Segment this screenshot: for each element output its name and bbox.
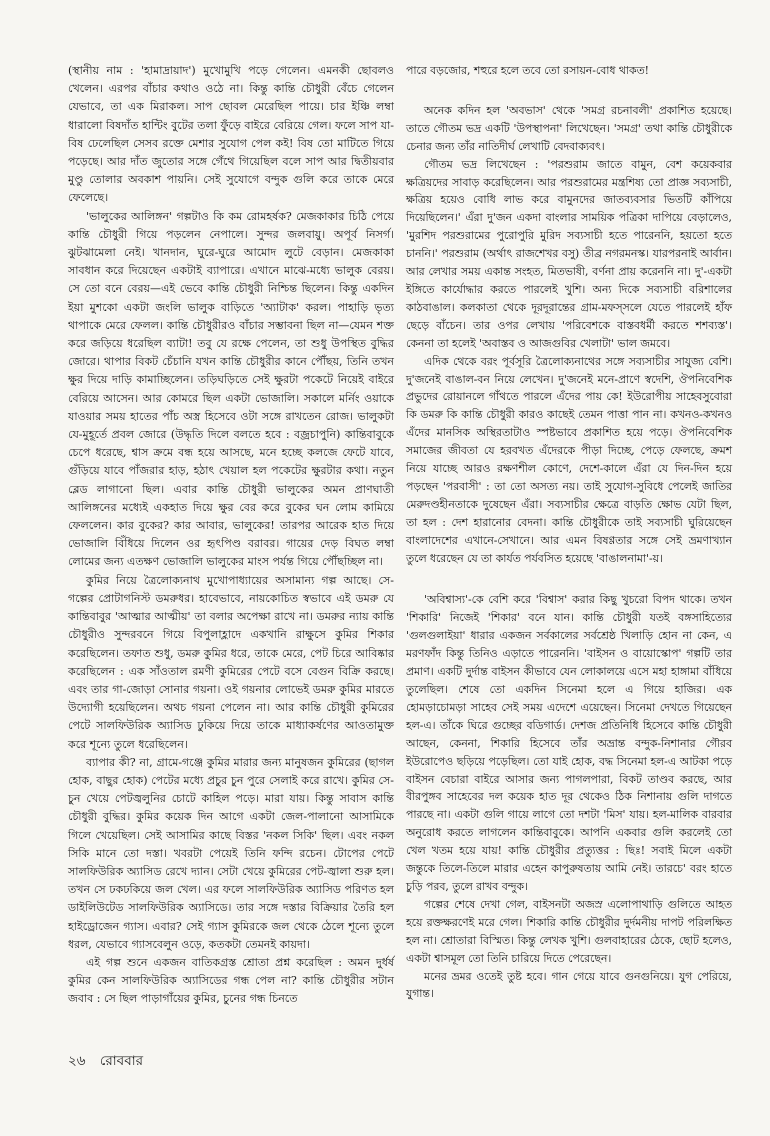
paragraph-right-6: গল্পের শেষে দেখা গেল, বাইসনটা অজস্র এলোপাথাড়ি গুলিতে আহত হয়ে রক্তক্ষরণেই মরে গেল। শিকারি কান্তি চৌধুরীর দুর্দমনীয় দাপট পরিলক্ষিত হল না। শ্রোতারা বিস্মিত। কিন্তু লেখক খুশি। গুলবাহারের ঠেকে, ছোট হলেও, একটা শ্বাসমূল তো তিনি চারিয়ে দিতে পেরেছেন। bbox=[406, 897, 732, 965]
paragraph-left-4: ব্যাপার কী? না, গ্রামে-গঞ্জে কুমির মারার জন্য মানুষজন কুমিরের (ছাগল হোক, বাছুর হোক) পেটের মধ্যে প্রচুর চুন পুরে সেলাই করে রাখে। কুমির সে-চুন খেয়ে পেটজ্বলুনির চোটে কাহিল পড়ে। মারা যায়। কিন্তু সাবাস কান্তি চৌধুরী বুদ্ধির। কুমির কয়েক দিন আগে একটা জেল-পালানো আসামিকে গিলে খেয়েছিল। সেই আসামির কাছে বিস্তর 'নকল সিকি' ছিল। এবং নকল সিকি মানে তো দস্তা। খবরটা পেয়েই তিনি ফন্দি রচেন। টোপের পেটে সালফিউরিক অ্যাসিড রেখে দ্যান। সেটা খেয়ে কুমিরের পেট-জ্বালা শুরু হল। তখন সে ঢকঢকিয়ে জল খেল। এর ফলে সালফিউরিক অ্যাসিড পরিণত হল ডাইলিউটেড সালফিউরিক অ্যাসিডে। তার সঙ্গে দস্তার বিক্রিয়ার তৈরি হল হাইড্রোজেন গ্যাস। এবার? সেই গ্যাস কুমিরকে জল থেকে ঠেলে শূন্যে তুলে ধরল, যেভাবে গ্যাসবেলুন ওড়ে, কতকটা তেমনই কায়দা। bbox=[68, 755, 394, 951]
page-footer bbox=[68, 1050, 153, 1073]
left-column bbox=[68, 62, 394, 1009]
paragraph-right-7: মনের ভ্রমর ওতেই তুষ্ট হবে। গান গেয়ে যাবে গুনগুনিয়ে। যুগ পেরিয়ে, যুগান্ত। bbox=[406, 969, 732, 1001]
paragraph-left-1: (স্থানীয় নাম : 'হামাদ্রায়াদ') মুখোমুখি পড়ে গেলেন। এমনকী ছোবলও খেলেন। এরপর বাঁচার কথাও ওঠে না। কিন্তু কান্তি চৌধুরী বেঁচে গেলেন যেভাবে, তা এক মিরাকল। সাপ ছোবল মেরেছিল পায়ে। চার ইঞ্চি লম্বা ধারালো বিষদাঁত হান্টিং বুটের তলা ফুঁড়ে বাইরে বেরিয়ে গেল। ফলে সাপ যা-বিষ ঢেলেছিল সেসব রক্তে মেশার সুযোগ পেল কই! বিষ তো মাটিতে গিয়ে পড়েছে। আর দাঁত জুতোর সঙ্গে গেঁথে গিয়েছিল বলে সাপ আর দ্বিতীয়বার মুণ্ডু তোলার অবকাশ পায়নি। সেই সুযোগে বন্দুক গুলি করে তাকে মেরে ফেলেছে। bbox=[68, 64, 394, 205]
paragraph-right-1: পারে বড়জোর, শহুরে হলে তবে তো রসায়ন-বোধ থাকত! bbox=[406, 64, 649, 77]
page-number: ২৬ bbox=[68, 1053, 86, 1069]
paragraph-right-5: 'অবিশ্বাস্য'-কে বেশি করে 'বিশ্বাস' করার কিছু খুচরো বিপদ থাকে। তখন 'শিকারি' নিজেই 'শিকার' বনে যান। কান্তি চৌধুরী যতই বঙ্গসাহিত্যের 'গুলগুলাইয়া' ধারার একজন সর্বকালের সর্বশ্রেষ্ঠ খিলাড়ি হোন না কেন, এ মরণফাঁদ কিন্তু তিনিও এড়াতে পারেননি। 'বাইসন ও বায়োস্কোপ' গল্পটি তার প্রমাণ। একটি দুর্দান্ত বাইসন কীভাবে যেন লোকালয়ে এসে মহা হাঙ্গামা বাঁধিয়ে তুলেছিল। শেষে তো একদিন সিনেমা হলে এ গিয়ে হাজির। এক হোমড়াচোমড়া সাহেব সেই সময় এদেশে এয়েছেন। সিনেমা দেখতে গিয়েছেন হল-এ। তাঁকে ঘিরে গুচ্ছের বডিগার্ড। দেশজ প্রতিনিধি হিসেবে কান্তি চৌধুরী আছেন, কেননা, শিকারি হিসেবে তাঁর অভ্রান্ত বন্দুক-নিশানার গৌরব ইউরোপেও ছড়িয়ে পড়েছিল। তো যাই হোক, বদ্ধ সিনেমা হল-এ আটকা পড়ে বাইসন বেচারা বাইরে আসার জন্য পাগলপারা, বিকট তাণ্ডব করছে, আর বীরপুঙ্গব সাহেবের দল কয়েক হাত দূর থেকেও ঠিক নিশানায় গুলি দাগতে পারছে না। একটা গুলি গায়ে লাগে তো দশটা 'মিস' যায়। হল-মালিক বারবার অনুরোধ করতে লাগলেন কান্তিবাবুকে। আপনি একবার গুলি করলেই তো খেল খতম হয়ে যায়! কান্তি চৌধুরীর প্রত্যুত্তর : ছিঃ! সবাই মিলে একটা জন্তুকে তিলে-তিলে মারার এহেন কাপুরুষতায় আমি নেই। তারচে' বরং হাতে চুড়ি পরব, তুলে রাখব বন্দুক। bbox=[406, 593, 732, 893]
paragraph-right-3: গৌতম ভদ্র লিখেছেন : 'পরশুরাম জাতে বামুন, বেশ কয়েকবার ক্ষত্রিয়দের সাবাড় করেছিলেন। আর পরশুরামের মন্ত্রশিষ্য তো প্রাজ্ঞ সব্যসাচী, ক্ষত্রিয় হয়েও বোধি লাভ করে বামুনদের জাতব্যবসার ভিতটি কাঁপিয়ে দিয়েছিলেন।' এঁরা দু'জন একদা বাংলার সাময়িক পত্রিকা দাপিয়ে বেড়ালেও, 'মুরশিদ পরশুরামের পুরোপুরি মুরিদ সব্যসাচী হতে পারেননি, হয়তো হতে চাননি।' পরশুরাম (অর্থাৎ রাজশেখর বসু) তীব্র নগরমনস্ক। যারপরনাই আর্বান। আর লেখার সময় একান্ত সংহত, মিতভাষী, বর্ণনা প্রায় করেননি না। দু'-একটা ইঙ্গিতে কার্যোদ্ধার করতে পারলেই খুশি। অন্য দিকে সব্যসাচী বরিশালের কাঠবাঙাল। কলকাতা থেকে দূরদূরান্তের গ্রাম-মফস্সলে যেতে পারলেই হাঁফ ছেড়ে বাঁচেন। তার ওপর লেখায় 'পরিবেশকে বাস্তবধর্মী করতে শশব্যস্ত'। কেননা তা হলেই 'অবাস্তব ও আজগুবির খেলাটা' ভাল জমবে। bbox=[406, 157, 732, 350]
magazine-name: রোববার bbox=[99, 1053, 144, 1069]
paragraph-right-4: এদিক থেকে বরং পূর্বসূরি ত্রৈলোক্যনাথের সঙ্গে সব্যসাচীর সাযুজ্য বেশি। দু'জনেই বাঙাল-বন নিয়ে লেখেন। দু'জনেই মনে-প্রাণে স্বদেশি, ঔপনিবেশিক প্রভুদের রোয়ানলে গাঁথতে পারলে এঁদের পায় কে! ইউরোপীয় সাহেবসুবোরা কি ডমরু কি কান্তি চৌধুরী কারও কাছেই তেমন পাত্তা পান না। কখনও-কখনও এঁদের মানসিক অস্থিরতাটাও স্পষ্টভাবে প্রকাশিত হয়ে পড়ে। ঔপনিবেশিক সমাজের জীবতা যে হরবখত এঁদেরকে পীড়া দিচ্ছে, পেড়ে ফেলছে, ক্রমশ নিয়ে যাচ্ছে আরও রক্ষণশীল কোণে, দেশে-কালে এঁরা যে দিন-দিন হয়ে পড়ছেন 'পরবাসী' : তা তো অসত্য নয়। তাই সুযোগ-সুবিধে পেলেই জাতির মেরুদণ্ডহীনতাকে দুষেছেন এঁরা। সব্যসাচীর ক্ষেত্রে বাড়তি ক্ষোভ যেটা ছিল, তা হল : দেশ হারানোর বেদনা। কান্তি চৌধুরীকে তাই সব্যসাচী ঘুরিয়েছেন বাংলাদেশের এখানে-সেখানে। আর এমন বিষণ্ণতার সঙ্গে সেই ভ্রমণাখ্যান তুলে ধরেছেন যে তা কার্যত পর্যবসিত হয়েছে 'বাঙালনামা'-য়। bbox=[406, 354, 732, 565]
paragraph-left-5: এই গল্প শুনে একজন বাতিকগ্রস্ত শ্রোতা প্রশ্ন করেছিল : অমন দুর্ধর্ষ কুমির কেন সালফিউরিক অ্যাসিডের গন্ধ পেল না? কান্তি চৌধুরীর সটান জবাব : সে ছিল পাড়াগাঁয়ের কুমির, চুনের গন্ধ চিনতে bbox=[68, 955, 394, 1006]
right-column bbox=[406, 62, 732, 1003]
paragraph-right-2: অনেক কদিন হল 'অবভাস' থেকে 'সমগ্র রচনাবলী' প্রকাশিত হয়েছে। তাতে গৌতম ভদ্র একটি 'উপস্থাপনা' লিখেছেন। 'সমগ্র' তথা কান্তি চৌধুরীকে চেনার জন্য তাঁর নাতিদীর্ঘ লেখাটি বেদবাক্যবৎ। bbox=[406, 103, 732, 153]
paragraph-left-3: কুমির নিয়ে ত্রৈলোক্যনাথ মুখোপাধ্যায়ের অসামান্য গল্প আছে। সে-গল্পের প্রোটাগনিস্ট ডমরুধর। হাবেভাবে, নায়কোচিত স্বভাবে এই ডমরু যে কান্তিবাবুর 'আত্মার আত্মীয়' তা বলার অপেক্ষা রাখে না। ডমরুর ন্যায় কান্তি চৌধুরীও সুন্দরবনে গিয়ে বিপুলাহ্লাদে একখানি রাক্ষুসে কুমির শিকার করেছিলেন। তফাত শুধু, ডমরু কুমির ধরে, তাকে মেরে, পেট চিরে আবিষ্কার করেছিলেন : এক সাঁওতাল রমণী কুমিরের পেটে বসে বেগুন বিক্রি করছে। এবং তার গা-জোড়া সোনার গয়না। ওই গয়নার লোভেই ডমরু কুমির মারতে উদ্যোগী হয়েছিলেন। অথচ গয়না পেলেন না। আর কান্তি চৌধুরী কুমিরের পেটে সালফিউরিক অ্যাসিড ঢুকিয়ে দিয়ে তাকে মাধ্যাকর্ষণের আওতামুক্ত করে শূন্যে তুলে ধরেছিলেন। bbox=[68, 573, 394, 751]
paragraph-left-2: 'ভালুকের আলিঙ্গন' গল্পটাও কি কম রোমহর্ষক? মেজকাকার চিঠি পেয়ে কান্তি চৌধুরী গিয়ে পড়লেন নেপালে। সুন্দর জলবায়ু। অপূর্ব নিসর্গ। ঝুটঝামেলা নেই। খানদান, ঘুরে-ঘুরে আমোদ লুটে বেড়ান। মেজকাকা সাবধান করে দিয়েছেন একটাই ব্যাপারে। এখানে মাঝে-মধ্যে ভালুক বেরয়। সে তো বনে বেরয়—এই ভেবে কান্তি চৌধুরী নিশ্চিন্ত ছিলেন। কিন্তু একদিন ইয়া মুশকো একটা জংলি ভালুক বাড়িতে 'অ্যাটাক' করল। পাহাড়ি ভৃত্য থাপাকে মেরে ফেলল। কান্তি চৌধুরীরও বাঁচার সম্ভাবনা ছিল না—যেমন শক্ত করে জড়িয়ে ধরেছিল ব্যাটা! তবু যে রক্ষে পেলেন, তা শুধু উপস্থিত বুদ্ধির জোরে। থাপার বিকট চেঁচানি যখন কান্তি চৌধুরীর কানে পৌঁছয়, তিনি তখন ক্ষুর দিয়ে দাড়ি কামাচ্ছিলেন। তড়িঘড়িতে সেই ক্ষুরটা পকেটে নিয়েই বাইরে বেরিয়ে আসেন। আর কোমরে ছিল একটা ভোজালি। সকালে মর্নিং ওয়াকে যাওয়ার সময় হাতের পাঁচ অস্ত্র হিসেবে ওটা সঙ্গে রাখতেন রোজ। ভালুকটা যে-মুহূর্তে প্রবল জোরে (উদ্ধৃতি দিলে বলতে হবে : বজ্রচাপুনি) কান্তিবাবুকে চেপে ধরেছে, শ্বাস ক্রমে বন্ধ হয়ে আসছে, মনে হচ্ছে কলজে ফেটে যাবে, গুঁড়িয়ে যাবে পাঁজরার হাড়, হঠাৎ খেয়াল হল পকেটের ক্ষুরটার কথা। নতুন ব্লেড লাগানো ছিল। এবার কান্তি চৌধুরী ভালুকের অমন প্রাণঘাতী আলিঙ্গনের মধ্যেই একহাত দিয়ে ক্ষুর বের করে বুকের ঘন লোম কামিয়ে ফেললেন। কার বুকের? কার আবার, ভালুকের! তারপর আরেক হাত দিয়ে ভোজালি বিঁধিয়ে দিলেন ওর হৃৎপিণ্ড বরাবর। গায়ের দেড় বিঘত লম্বা লোমের জন্য এতক্ষণ ভোজালি ভালুকের মাংস পর্যন্ত গিয়ে পৌঁছচ্ছিল না। bbox=[68, 209, 394, 569]
